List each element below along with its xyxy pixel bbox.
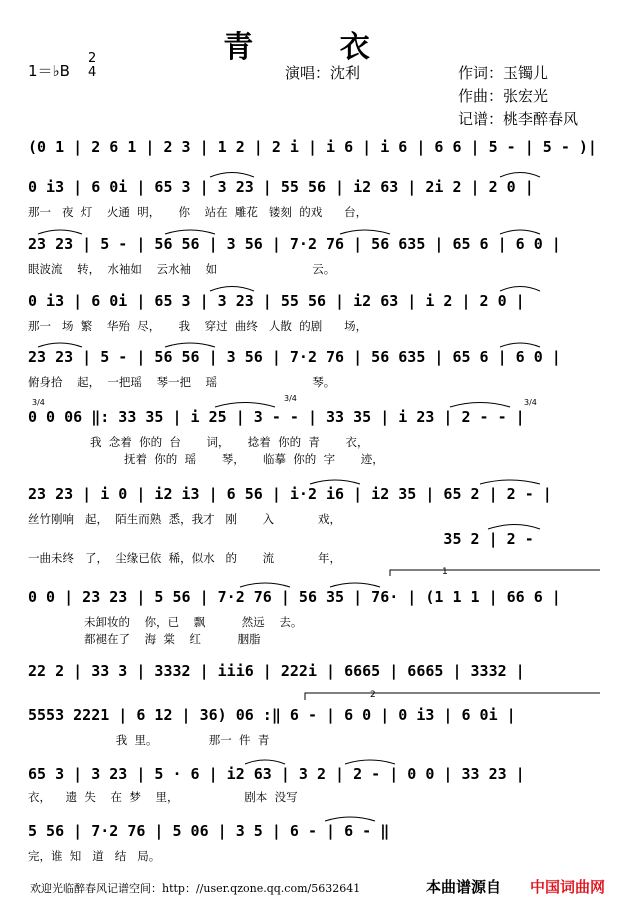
slur: [38, 343, 82, 347]
lyricist-credit: 作词：玉镯儿: [458, 64, 549, 82]
slur: [500, 343, 540, 347]
slur: [330, 583, 380, 587]
slur: [500, 230, 540, 234]
lyrics-line: 那一 场 繁 华殆 尽， 我 穿过 曲终 人散 的剧 场，: [28, 319, 368, 333]
slur: [215, 403, 275, 408]
time-signature-numerator: 2: [88, 51, 97, 66]
lyrics-line: 衣， 遗 失 在 梦 里， 剧本 没写: [28, 790, 298, 804]
notation-line: 22 2 | 33 3 | 3332 | iii6 | 222i | 6665 | 6665 | 3332 |: [28, 662, 525, 680]
slur: [340, 230, 390, 234]
page-title: 青 衣: [223, 30, 408, 65]
notation-line: 23 23 | 5 - | 56 56 | 3 56 | 7·2 76 | 56 635 | 65 6 | 6 0 |: [28, 348, 561, 366]
time-change-marker: 3/4: [284, 394, 297, 403]
slur: [240, 583, 290, 587]
slur: [38, 230, 82, 234]
slur: [500, 173, 540, 178]
slur: [325, 817, 375, 821]
source-label: 本曲谱源自: [426, 878, 502, 896]
transcriber-credit: 记谱：桃李醉春风: [458, 110, 579, 128]
time-change-marker: 3/4: [32, 398, 45, 407]
lyrics-line: 未卸妆的 你，已 飘 然远 去。: [84, 615, 303, 629]
slur: [480, 480, 540, 484]
lyrics-line: 眼波流 转， 水袖如 云水袖 如 云。: [28, 262, 336, 276]
notation-line: 0 0 06 ‖: 33 35 | i 25 | 3 - - | 33 35 | i 23 | 2 - - |: [28, 408, 525, 426]
lyrics-line: 我 念着 你的 台 词， 捻着 你的 青 衣，: [90, 435, 369, 449]
lyrics-line-alt: 都褪在了 海 棠 红 胭脂: [84, 632, 261, 646]
lyrics-line: 那一 夜 灯 火通 明， 你 站在 雕花 镂刻 的戏 台，: [28, 205, 368, 219]
notation-line: 0 0 | 23 23 | 5 56 | 7·2 76 | 56 35 | 76· | (1 1 1 | 66 6 |: [28, 588, 561, 606]
lyrics-line: 我 里。 那一 件 青: [28, 733, 270, 747]
notation-line: 5553 2221 | 6 12 | 36) 06 :‖ 6 - | 6 0 | 0 i3 | 6 0i |: [28, 706, 516, 724]
slur: [210, 173, 254, 178]
notation-line: 5 56 | 7·2 76 | 5 06 | 3 5 | 6 - | 6 - ‖: [28, 822, 390, 840]
slur: [165, 343, 215, 347]
lyrics-line-alt: 抚着 你的 瑶 琴， 临摹 你的 字 迹，: [124, 452, 384, 466]
slur: [450, 403, 510, 408]
slur: [488, 525, 540, 530]
notation-line: 23 23 | i 0 | i2 i3 | 6 56 | i·2 i6 | i2 35 | 65 2 | 2 - |: [28, 485, 552, 503]
key-label: 1＝♭B: [28, 62, 70, 80]
slur: [165, 230, 215, 234]
slur: [345, 760, 395, 764]
notation-line: 65 3 | 3 23 | 5 · 6 | i2 63 | 3 2 | 2 - | 0 0 | 33 23 |: [28, 765, 525, 783]
notation-line: 0 i3 | 6 0i | 65 3 | 3 23 | 55 56 | i2 63 | 2i 2 | 2 0 |: [28, 178, 534, 196]
notation-line: 35 2 | 2 -: [28, 530, 543, 548]
volta-number: 2: [370, 690, 376, 700]
notation-line: 0 i3 | 6 0i | 65 3 | 3 23 | 55 56 | i2 63 | i 2 | 2 0 |: [28, 292, 525, 310]
lyrics-line: 丝竹刚响 起， 陌生而熟 悉，我才 刚 入 戏，: [28, 512, 342, 526]
composer-credit: 作曲：张宏光: [458, 87, 549, 105]
slur: [500, 287, 540, 292]
site-name: 中国词曲网: [530, 878, 606, 896]
singer-credit: 演唱：沈利: [285, 64, 361, 82]
volta-bracket-1: [390, 570, 600, 576]
lyrics-line: 完，谁 知 道 结 局。: [28, 849, 161, 863]
slur: [310, 480, 360, 484]
lyrics-line: 俯身拾 起， 一把瑶 琴一把 瑶 琴。: [28, 375, 336, 389]
slur: [245, 760, 285, 764]
slur: [210, 287, 254, 292]
time-signature-denominator: 4: [88, 65, 97, 80]
footer-text: 欢迎光临醉春风记谱空间：http：//user.qzone.qq.com/5632641: [30, 882, 361, 895]
notation-line: (0 1 | 2 6 1 | 2 3 | 1 2 | 2 i | i 6 | i 6 | 6 6 | 5 - | 5 - )|: [28, 138, 597, 156]
time-change-marker: 3/4: [524, 398, 537, 407]
lyrics-line: 一曲未终 了， 尘缘已依 稀，似水 的 流 年，: [28, 551, 342, 565]
notation-line: 23 23 | 5 - | 56 56 | 3 56 | 7·2 76 | 56 635 | 65 6 | 6 0 |: [28, 235, 561, 253]
volta-bracket-2: [305, 693, 600, 700]
volta-number: 1: [442, 567, 448, 577]
